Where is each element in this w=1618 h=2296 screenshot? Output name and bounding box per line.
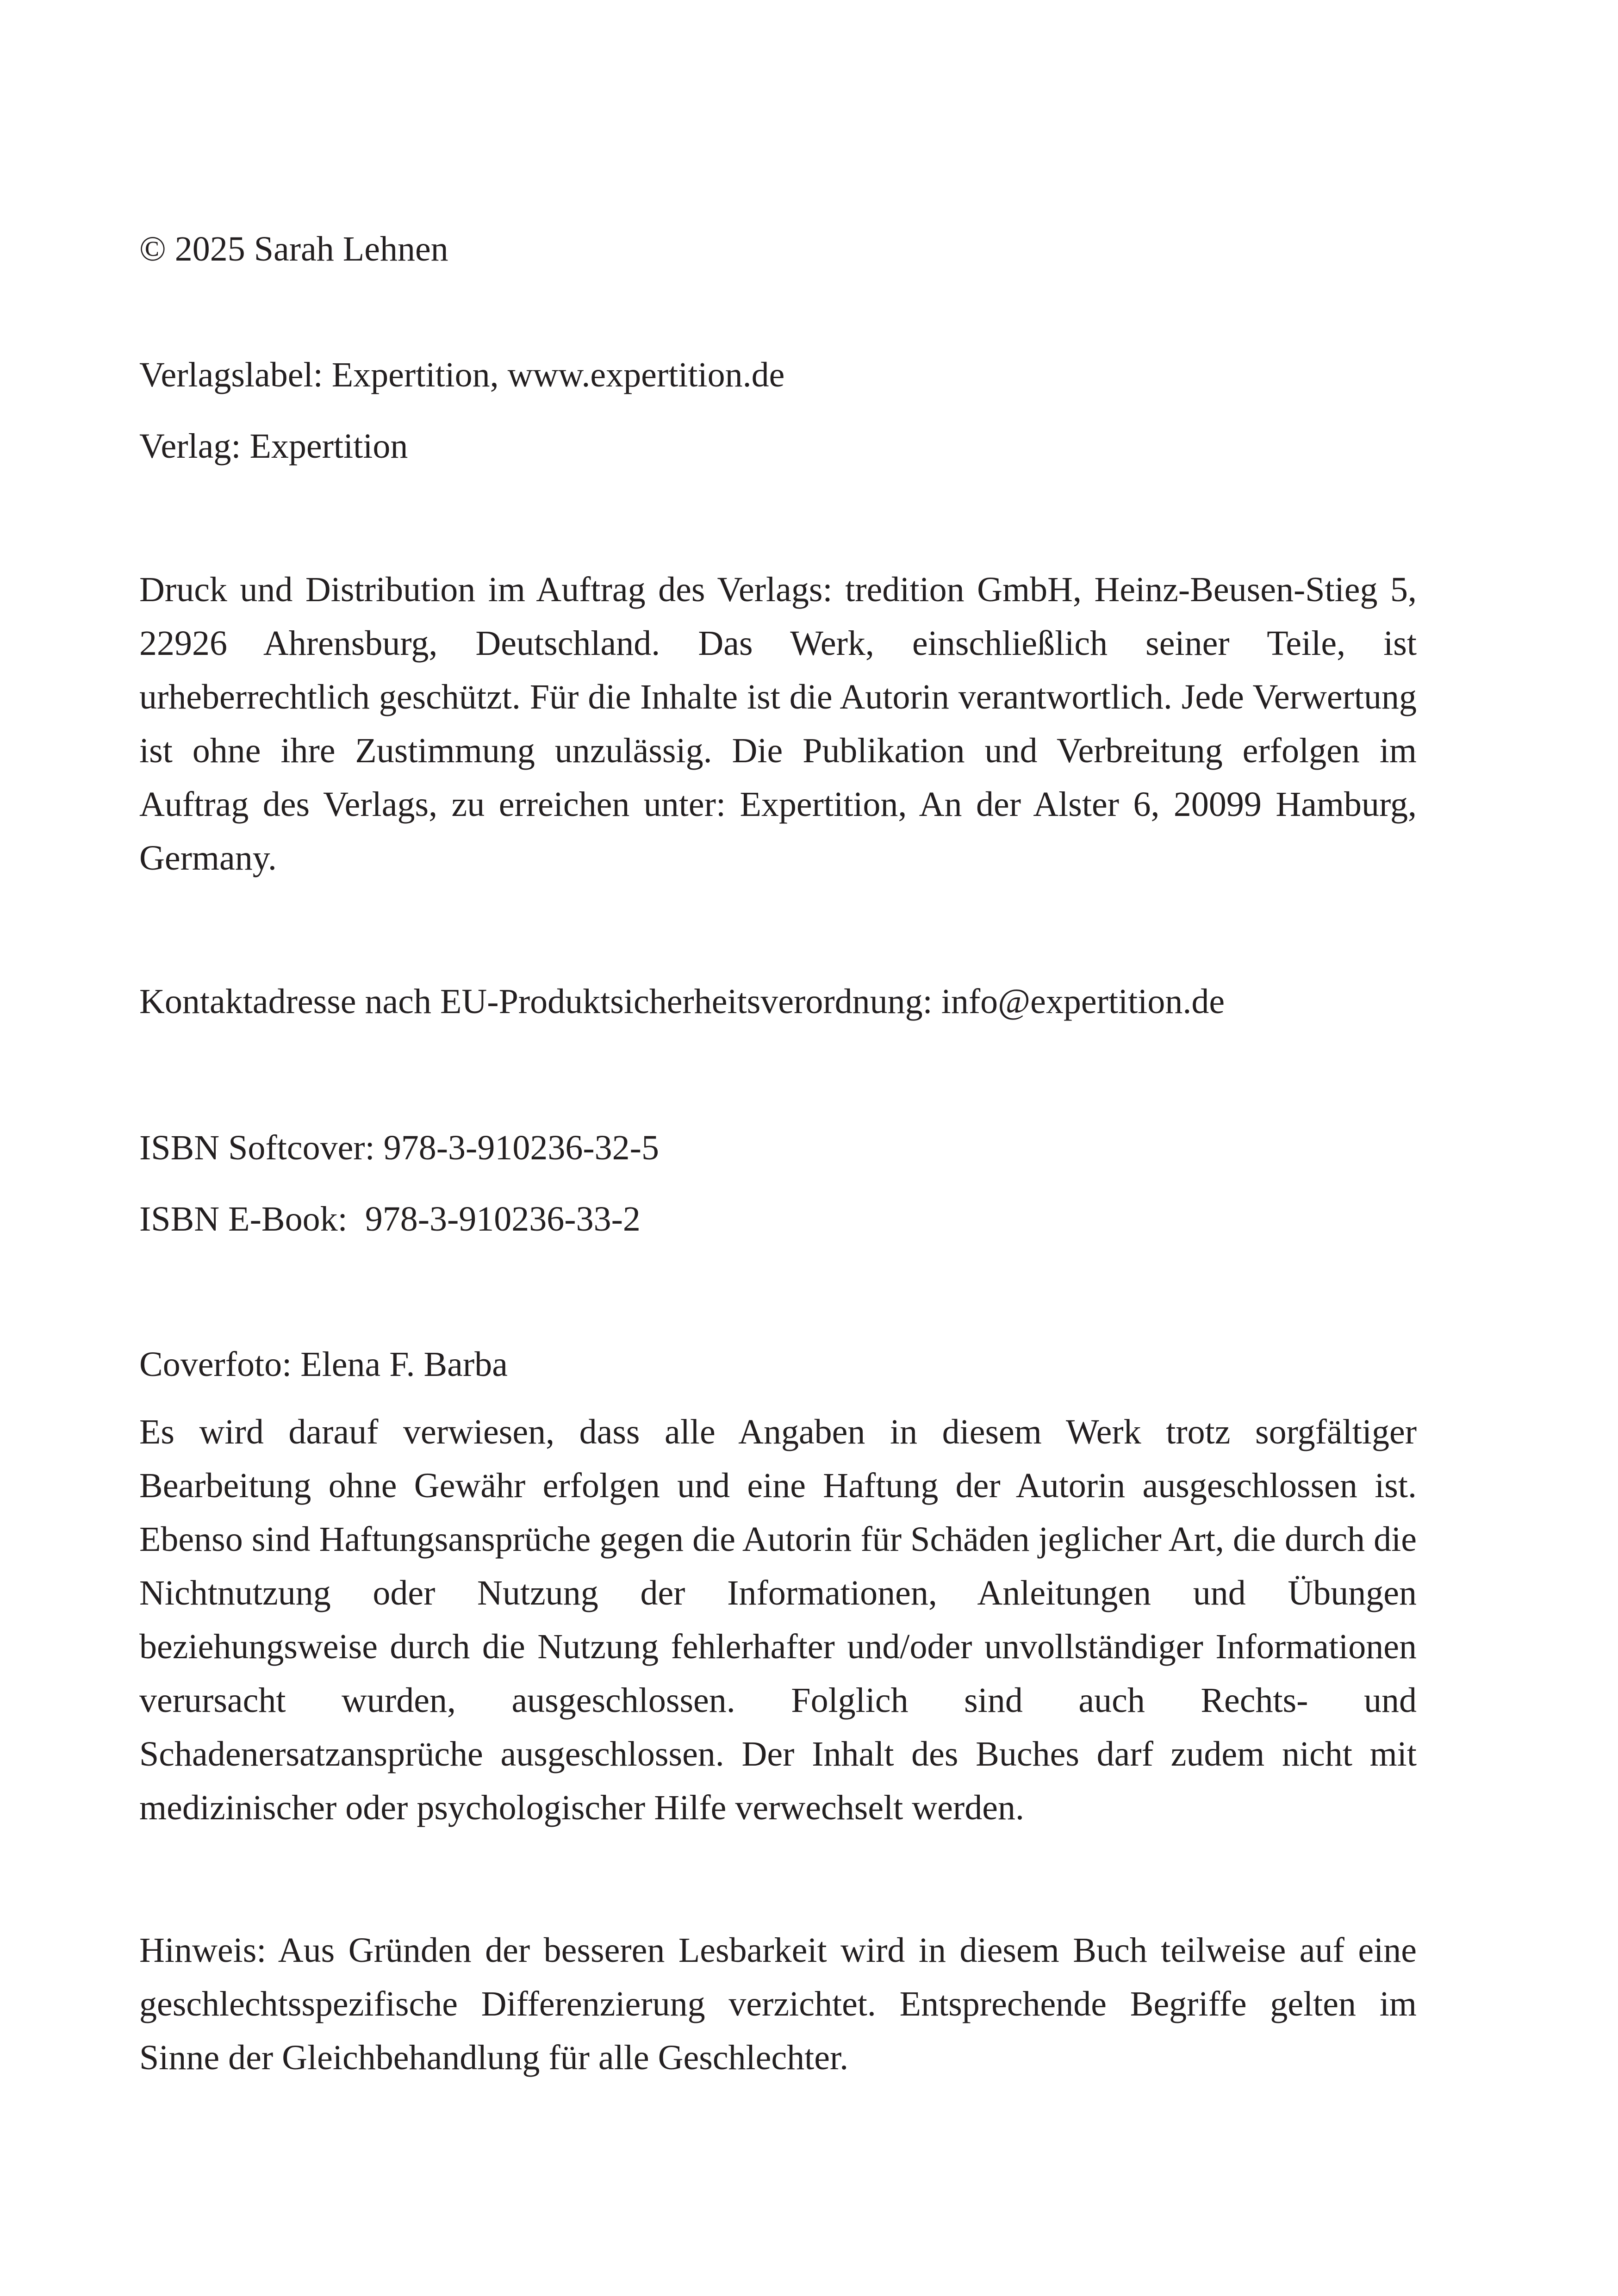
gender-note-paragraph: Hinweis: Aus Gründen der besseren Lesbarkeit wird in diesem Buch teilweise auf eine geschlechtsspezifische Differenzierung verzichtet. Entsprechende Begriffe gelten im Sinne der Gleichbehandlung für alle Geschlechter.	[139, 1931, 1417, 2077]
isbn-softcover: ISBN Softcover: 978-3-910236-32-5	[139, 1128, 659, 1167]
disclaimer-paragraph: Es wird darauf verwiesen, dass alle Angaben in diesem Werk trotz sorgfältiger Bearbeitung ohne Gewähr erfolgen und eine Haftung der Autorin ausgeschlossen ist. Ebenso sind Haftungsansprüche gegen die Autorin für Schäden jeglicher Art, die durch die Nichtnutzung oder Nutzung der Informationen, Anleitungen und Übungen beziehungsweise durch die Nutzung fehlerhafter und/oder unvollständiger Informationen verursacht wurden, ausgeschlossen. Folglich sind auch Rechts- und Schadenersatzansprüche ausgeschlossen. Der Inhalt des Buches darf zudem nicht mit medizinischer oder psychologischer Hilfe verwechselt werden.	[139, 1412, 1417, 1827]
cover-photo-credit: Coverfoto: Elena F. Barba	[139, 1345, 508, 1384]
isbn-ebook: ISBN E-Book: 978-3-910236-33-2	[139, 1200, 641, 1238]
copyright-notice: © 2025 Sarah Lehnen	[139, 230, 448, 268]
contact-address: Kontaktadresse nach EU-Produktsicherheitsverordnung: info@expertition.de	[139, 982, 1225, 1021]
print-distribution-paragraph: Druck und Distribution im Auftrag des Verlags: tredition GmbH, Heinz-Beusen-Stieg 5, 22926 Ahrensburg, Deutschland. Das Werk, einschließlich seiner Teile, ist urheberrechtlich geschützt. Für die Inhalte ist die Autorin verantwortlich. Jede Verwertung ist ohne ihre Zustimmung unzulässig. Die Publikation und Verbreitung erfolgen im Auftrag des Verlags, zu erreichen unter: Expertition, An der Alster 6, 20099 Hamburg, Germany.	[139, 570, 1417, 877]
publisher: Verlag: Expertition	[139, 427, 408, 466]
publisher-label: Verlagslabel: Expertition, www.expertition.de	[139, 355, 785, 394]
